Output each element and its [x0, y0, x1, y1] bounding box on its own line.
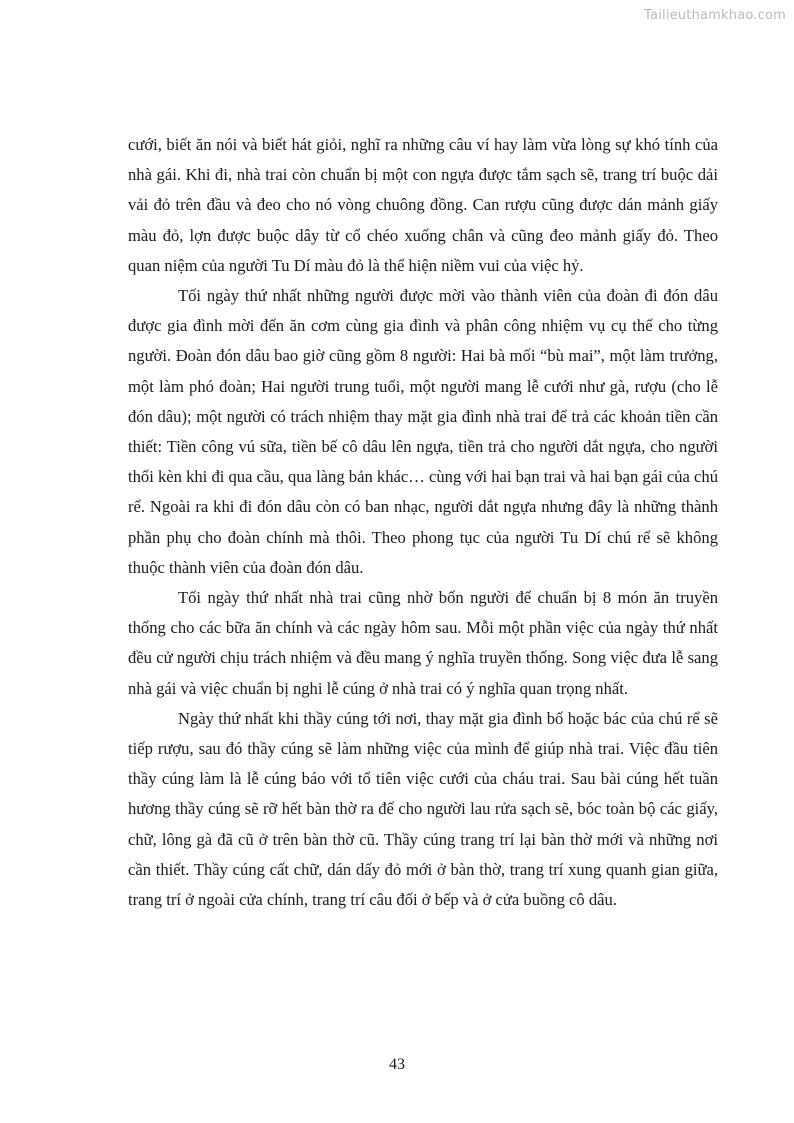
body-text [128, 130, 718, 915]
page-number: 43 [389, 1056, 405, 1073]
paragraph: Tối ngày thứ nhất nhà trai cũng nhờ bốn người để chuẩn bị 8 món ăn truyền thống cho các bữa ăn chính và các ngày hôm sau. Mỗi một phần việc của ngày thứ nhất đều cử người chịu trách nhiệm và đều mang ý nghĩa truyền thống. Song việc đưa lễ sang nhà gái và việc chuẩn bị nghi lễ cúng ở nhà trai có ý nghĩa quan trọng nhất. [128, 588, 718, 698]
paragraph: Ngày thứ nhất khi thầy cúng tới nơi, thay mặt gia đình bố hoặc bác của chú rể sẽ tiếp rượu, sau đó thầy cúng sẽ làm những việc của mình để giúp nhà trai. Việc đầu tiên thầy cúng làm là lễ cúng báo với tổ tiên việc cưới của cháu trai. Sau bài cúng hết tuần hương thầy cúng sẽ rỡ hết bàn thờ ra để cho người lau rửa sạch sẽ, bóc toàn bộ các giấy, chữ, lông gà đã cũ ở trên bàn thờ cũ. Thầy cúng trang trí lại bàn thờ mới và những nơi cần thiết. Thầy cúng cất chữ, dán dấy đỏ mới ở bàn thờ, trang trí xung quanh gian giữa, trang trí ở ngoài cửa chính, trang trí câu đối ở bếp và ở cửa buồng cô dâu. [128, 708, 718, 910]
paragraph-continued: cưới, biết ăn nói và biết hát giỏi, nghĩ ra những câu ví hay làm vừa lòng sự khó tính của nhà gái. Khi đi, nhà trai còn chuẩn bị một con ngựa được tắm sạch sẽ, trang trí buộc dải vải đỏ trên đầu và đeo cho nó vòng chuông đồng. Can rượu cũng được dán mảnh giấy màu đỏ, lợn được buộc dây từ cổ chéo xuống chân và cũng đeo mảnh giấy đỏ. Theo quan niệm của người Tu Dí màu đỏ là thể hiện niềm vui của việc hỷ. [128, 135, 718, 275]
paragraph: Tối ngày thứ nhất những người được mời vào thành viên của đoàn đi đón dâu được gia đình mời đến ăn cơm cùng gia đình và phân công nhiệm vụ cụ thể cho từng người. Đoàn đón dâu bao giờ cũng gồm 8 người: Hai bà mối “bù mai”, một làm trưởng, một làm phó đoàn; Hai người trung tuổi, một người mang lễ cưới như gà, rượu (cho lễ đón dâu); một người có trách nhiệm thay mặt gia đình nhà trai để trả các khoản tiền cần thiết: Tiền công vú sữa, tiền bế cô dâu lên ngựa, tiền trả cho người dắt ngựa, cho người thổi kèn khi đi qua cầu, qua làng bản khác… cùng với hai bạn trai và hai bạn gái của chú rể. Ngoài ra khi đi đón dâu còn có ban nhạc, người dắt ngựa nhưng đây là những thành phần phụ cho đoàn chính mà thôi. Theo phong tục của người Tu Dí chú rể sẽ không thuộc thành viên của đoàn đón dâu. [128, 286, 718, 577]
watermark-text: Tailieuthamkhao.com [644, 8, 786, 23]
